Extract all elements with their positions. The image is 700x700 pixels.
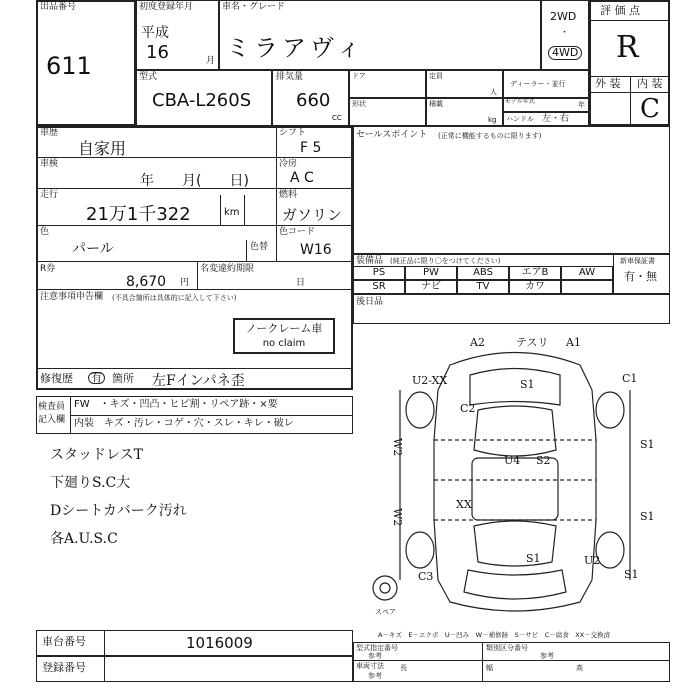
size-ref: 参考	[368, 672, 382, 680]
lot-label: 出品番号	[40, 2, 77, 12]
noclaim-line2: no claim	[262, 338, 306, 349]
color-code-label: 色コード	[279, 227, 316, 237]
mark-u2-left: U2-XX	[412, 374, 448, 387]
car-name-value: ミラアヴィ	[226, 34, 365, 62]
mark-u2-r: U2	[584, 554, 601, 567]
model-value: CBA-L260S	[152, 90, 252, 111]
legal-ref: 参考	[368, 652, 382, 660]
equipment-cell: TV	[457, 280, 509, 294]
color-code-value: W16	[300, 242, 332, 258]
sales-point-sub: (正常に機能するものに限ります)	[438, 132, 542, 140]
first-reg-label: 初度登録年月	[139, 2, 194, 12]
equipment-cell: PS	[353, 266, 405, 280]
equipment-cell: ナビ	[405, 280, 457, 294]
warranty-value: 有・無	[624, 270, 657, 283]
color-value: パール	[72, 241, 114, 257]
ext-label: 外 装	[595, 77, 621, 90]
mark-a2-top: A2	[470, 336, 485, 349]
notes-label: 注意事項申告欄	[40, 292, 104, 302]
mark-s1-hood: S1	[520, 378, 535, 391]
drive-dot: ・	[560, 28, 570, 38]
legal-label: 型式指定番号	[356, 644, 398, 652]
legend: A－キズ E－エクボ U－凹み W－補修跡 S－サビ C－腐食 XX－交換済	[378, 631, 611, 639]
displacement-label: 排気量	[276, 72, 304, 82]
fuel-label: 燃料	[279, 190, 298, 200]
history-value: 自家用	[78, 139, 127, 158]
mark-tenari: テスリ	[516, 336, 549, 349]
handwritten-note-2: 下廻りS.C大	[50, 475, 131, 491]
warranty-label: 新車保証書	[620, 257, 655, 265]
mark-xx-mid: XX	[456, 498, 472, 511]
first-reg-month-unit: 月	[206, 56, 216, 66]
ownership-label: 名変違約期限	[200, 264, 255, 274]
mark-s1-r1: S1	[640, 438, 655, 451]
mark-u4: U4	[504, 454, 521, 467]
rear-seat-label: 後日品	[356, 297, 384, 307]
equipment-cell: PW	[405, 266, 457, 280]
category-ref: 参考	[540, 652, 554, 660]
repair-place: 箇所	[112, 372, 134, 385]
color-change-label: 色替	[250, 242, 269, 252]
ownership-unit: 日	[296, 278, 306, 288]
model-year-unit: 年	[578, 101, 585, 109]
handwritten-note-3: Dシートカバーク汚れ	[50, 503, 187, 519]
inspector-label2: 記入欄	[38, 415, 66, 425]
chassis-value: 1016009	[186, 634, 253, 652]
repair-yes: 有	[88, 372, 105, 384]
displacement-unit: CC	[332, 114, 342, 122]
mark-s1-trunk: S1	[526, 552, 541, 565]
size-len: 長	[400, 664, 407, 672]
handle-value: 左・右	[542, 114, 570, 124]
mark-s1-r2: S1	[640, 510, 655, 523]
int-label: 内 装	[637, 77, 663, 90]
equipment-sub: (純正品に限り〇をつけてください)	[390, 257, 501, 265]
inspector-label1: 検査員	[38, 402, 66, 412]
size-height: 高	[576, 664, 583, 672]
size-label: 車両寸法	[356, 662, 384, 670]
fuel-value: ガソリン	[282, 206, 343, 224]
ac-label: 冷房	[279, 159, 298, 169]
first-reg-era: 平成	[141, 25, 169, 41]
mark-s1-r3: S1	[624, 568, 639, 581]
mark-c2: C2	[460, 402, 476, 415]
handwritten-note-1: スタッドレスT	[50, 447, 143, 463]
mileage-unit: km	[224, 207, 240, 218]
sales-point-box	[353, 126, 670, 254]
drive-4wd: 4WD	[548, 46, 582, 60]
recycle-unit: 円	[180, 278, 190, 288]
mileage-label: 走行	[40, 190, 59, 200]
car-name-label: 車名・グレード	[222, 2, 286, 12]
category-label: 類別区分番号	[486, 644, 528, 652]
mileage-value: 21万1千322	[86, 204, 191, 225]
dealer-label: ディーラー・並行	[510, 80, 566, 88]
equipment-cell: カワ	[509, 280, 561, 294]
equipment-cell: エアB	[509, 266, 561, 280]
drive-2wd: 2WD	[550, 10, 577, 23]
door-label: ドア	[352, 72, 366, 80]
mark-w2-left1: W2	[391, 438, 404, 457]
sales-point-label: セールスポイント	[356, 130, 428, 140]
mark-c1: C1	[622, 372, 638, 385]
repair-value: 左Fインパネ歪	[152, 373, 245, 389]
ac-value: A C	[290, 170, 314, 186]
spare-label: スペア	[375, 608, 396, 616]
model-year-label: モデル年式	[505, 98, 535, 105]
shift-label: シフト	[279, 128, 307, 138]
inspection-label: 車検	[40, 159, 59, 169]
first-reg-year: 16	[146, 42, 169, 63]
history-label: 車歴	[40, 128, 59, 138]
equipment-cell: AW	[561, 266, 613, 280]
shape-label: 形状	[352, 100, 366, 108]
recycle-label: R券	[40, 264, 56, 274]
mark-s2: S2	[536, 454, 551, 467]
handle-label: ハンドル	[506, 115, 534, 123]
handwritten-note-4: 各A.U.S.C	[50, 531, 118, 547]
capacity-unit: 人	[490, 88, 497, 96]
inspector-row2: 内装 キズ・汚レ・コゲ・穴・スレ・キレ・破レ	[74, 418, 294, 429]
registration-label: 登録番号	[42, 661, 86, 674]
mark-a1-top: A1	[566, 336, 581, 349]
lot-number: 611	[46, 52, 92, 80]
load-label: 積載	[429, 100, 443, 108]
shift-value: F 5	[300, 140, 322, 156]
load-unit: kg	[488, 116, 497, 124]
equipment-cell: SR	[353, 280, 405, 294]
chassis-label: 車台番号	[42, 635, 86, 648]
color-label: 色	[40, 227, 50, 237]
score-value: R	[616, 30, 639, 65]
notes-sub: (不具合箇所は具体的に記入して下さい)	[112, 294, 237, 302]
int-value: C	[640, 94, 660, 124]
score-label: 評 価 点	[600, 4, 640, 17]
equipment-label: 装備品	[356, 256, 384, 266]
size-width: 幅	[486, 664, 493, 672]
rear-seat-box	[353, 294, 670, 324]
recycle-value: 8,670	[126, 274, 167, 290]
noclaim-line1: ノークレーム車	[245, 322, 323, 335]
equipment-cell	[561, 280, 613, 294]
repair-label: 修復歴	[40, 372, 73, 385]
inspector-row1: FW ・キズ・凹凸・ヒビ割・リペア跡・×要	[74, 399, 278, 410]
mark-c3: C3	[418, 570, 434, 583]
model-label: 型式	[139, 72, 158, 82]
equipment-cell: ABS	[457, 266, 509, 280]
inspection-value: 年 月( 日)	[140, 173, 249, 189]
mark-w2-left2: W2	[391, 508, 404, 527]
capacity-label: 定員	[429, 72, 443, 80]
displacement-value: 660	[296, 90, 331, 111]
